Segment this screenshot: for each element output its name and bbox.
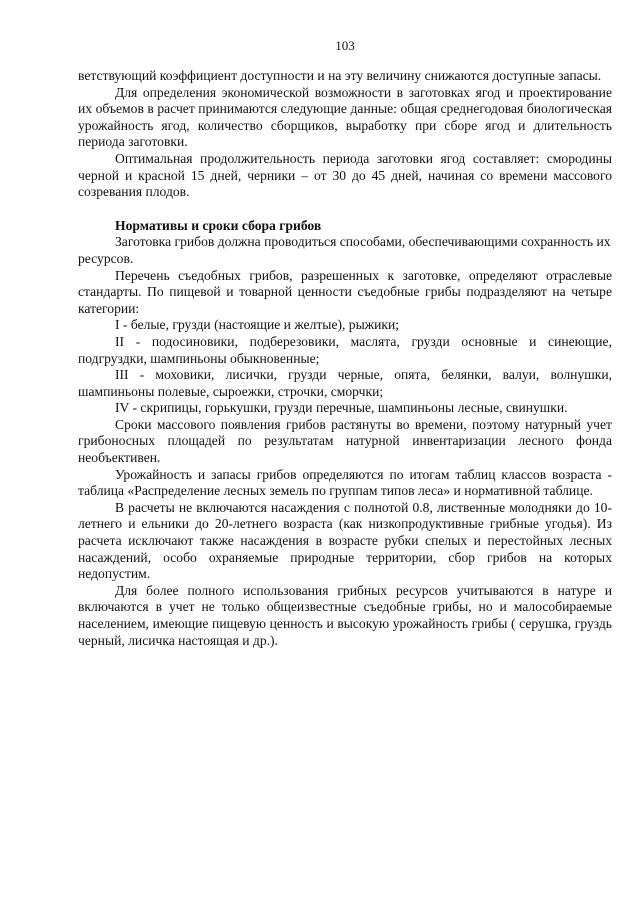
document-page: [78, 38, 612, 649]
paragraph-economic-possibility: Для определения экономической возможности в заготовках ягод и проектирование их объемов в расчет принимаются следующие данные: общая среднегодовая биологическая урожайность ягод, количество сборщиков, выработку при сборе ягод и длительность периода заготовки.: [78, 84, 612, 150]
paragraph-mushroom-list: Перечень съедобных грибов, разрешенных к заготовке, определяют отраслевые стандарты. По пищевой и товарной ценности съедобные грибы подразделяют на четыре категории:: [78, 267, 612, 316]
paragraph-resource-use: Для более полного использования грибных ресурсов учитываются в натуре и включаются в учет не только общеизвестные съедобные грибы, но и малособираемые населением, имеющие пищевую ценность и высокую урожайность грибы ( серушка, груздь черный, лисичка настоящая и др.).: [78, 582, 612, 648]
category-1: I - белые, грузди (настоящие и желтые), рыжики;: [115, 317, 400, 333]
category-2: II - подосиновики, подберезовики, маслята, грузди основные и синеющие, подгруздки, шампиньоны обыкновенные;: [78, 333, 612, 366]
body-text: [78, 68, 612, 649]
paragraph-optimal-duration: Оптимальная продолжительность периода заготовки ягод составляет: смородины черной и красной 15 дней, черники – от 30 до 45 дней, начиная со времени массового созревания плодов.: [78, 150, 612, 200]
page-number: 103: [335, 38, 355, 53]
paragraph-continuation: ветствующий коэффициент доступности и на эту величину снижаются доступные запасы.: [78, 68, 602, 83]
category-3: III - моховики, лисички, грузди черные, опята, белянки, валуи, волнушки, шампиньоны полевые, сыроежки, строчки, сморчки;: [78, 367, 612, 399]
paragraph-yield-reserves: Урожайность и запасы грибов определяются по итогам таблиц классов возраста - таблица «Распределение лесных земель по группам типов леса» и нормативной таблице.: [78, 466, 612, 499]
paragraph-exclusions: В расчеты не включаются насаждения с полнотой 0.8, лиственные молодняки до 10-летнего и ельники до 20-летнего возраста (как низкопродуктивные грибные угодья). Из расчета исключают также насаждения в возрасте рубки спелых и перестойных лесных насаждений, особо охраняемые природные территории, сбор грибов на которых недопустим.: [78, 499, 612, 582]
section-heading: Нормативы и сроки сбора грибов: [115, 217, 322, 233]
paragraph-appearance-timing: Сроки массового появления грибов растянуты во времени, поэтому натурный учет грибоносных площадей по результатам натурной инвентаризации лесного фонда необъективен.: [78, 416, 612, 466]
paragraph-harvest-methods: Заготовка грибов должна проводиться способами, обеспечивающими сохранность их ресурсов.: [78, 234, 611, 266]
category-4: IV - скрипицы, горькушки, грузди перечные, шампиньоны лесные, свинушки.: [115, 400, 568, 416]
